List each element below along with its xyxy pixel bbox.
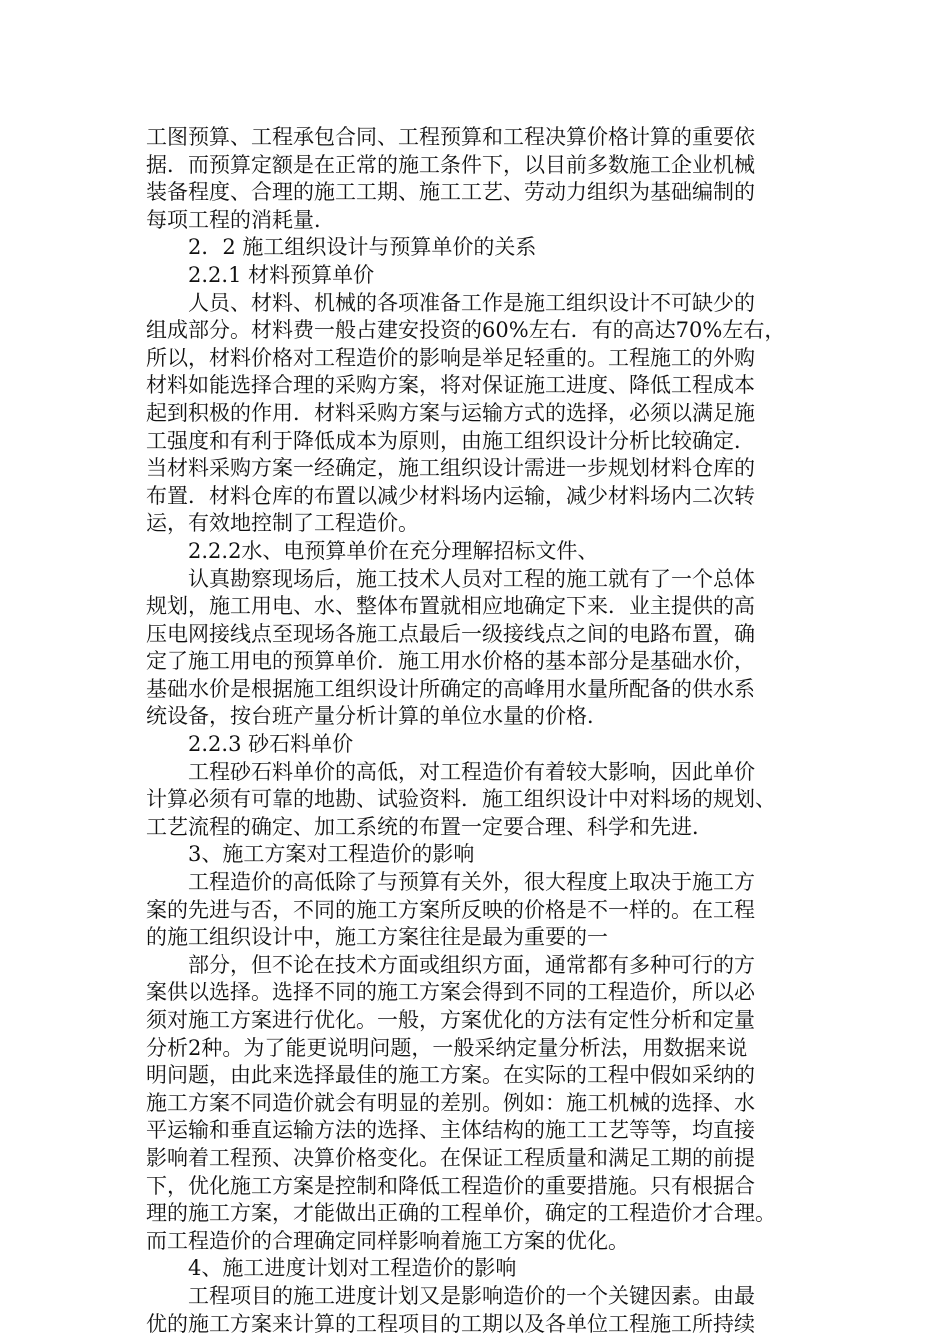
text-line: 认真勘察现场后，施工技术人员对工程的施工就有了一个总体: [188, 566, 755, 591]
text-line: 组成部分。材料费一般占建安投资的60%左右．有的高达70%左右，: [146, 318, 786, 343]
text-line: 计算必须有可靠的地勘、试验资料．施工组织设计中对料场的规划、: [146, 787, 776, 812]
text-line: 工强度和有利于降低成本为原则，由施工组织设计分析比较确定．: [146, 428, 755, 453]
text-line: 装备程度、合理的施工工期、施工工艺、劳动力组织为基础编制的: [146, 180, 755, 205]
body-text: [146, 124, 826, 1338]
text-line: 的施工组织设计中，施工方案往往是最为重要的一: [146, 925, 608, 950]
text-line: 分析2种。为了能更说明问题，一般采纳定量分析法，用数据来说: [146, 1035, 748, 1060]
text-line: 工艺流程的确定、加工系统的布置一定要合理、科学和先进．: [146, 814, 713, 839]
text-line: 工图预算、工程承包合同、工程预算和工程决算价格计算的重要依: [146, 125, 755, 149]
text-line: 2．2 施工组织设计与预算单价的关系: [188, 235, 537, 260]
text-line: 定了施工用电的预算单价．施工用水价格的基本部分是基础水价，: [146, 649, 755, 674]
text-line: 工程砂石料单价的高低，对工程造价有着较大影响，因此单价: [188, 759, 755, 784]
text-line: 所以，材料价格对工程造价的影响是举足轻重的。工程施工的外购: [146, 345, 755, 370]
text-line: 人员、材料、机械的各项准备工作是施工组织设计不可缺少的: [188, 290, 755, 315]
text-line: 工程项目的施工进度计划又是影响造价的一个关键因素。由最: [188, 1283, 755, 1308]
text-line: 规划，施工用电、水、整体布置就相应地确定下来．业主提供的高: [146, 594, 755, 619]
text-line: 工程造价的高低除了与预算有关外，很大程度上取决于施工方: [188, 870, 755, 895]
text-line: 运，有效地控制了工程造价。: [146, 511, 419, 536]
text-line: 起到积极的作用．材料采购方案与运输方式的选择，必须以满足施: [146, 400, 755, 425]
text-line: 案的先进与否，不同的施工方案所反映的价格是不一样的。在工程: [146, 897, 755, 922]
text-line: 每项工程的消耗量．: [146, 207, 335, 232]
text-line: 须对施工方案进行优化。一般，方案优化的方法有定性分析和定量: [146, 1008, 755, 1032]
text-line: 2.2.1 材料预算单价: [188, 262, 375, 287]
text-line: 当材料采购方案一经确定，施工组织设计需进一步规划材料仓库的: [146, 456, 755, 481]
text-line: 部分，但不论在技术方面或组织方面，通常都有多种可行的方: [188, 952, 755, 977]
text-line: 统设备，按台班产量分析计算的单位水量的价格．: [146, 704, 608, 729]
text-line: 4、施工进度计划对工程造价的影响: [188, 1256, 517, 1281]
text-line: 2.2.3 砂石料单价: [188, 732, 354, 757]
text-line: 据．而预算定额是在正常的施工条件下，以目前多数施工企业机械: [146, 152, 755, 177]
text-line: 优的施工方案来计算的工程项目的工期以及各单位工程施工所持续: [146, 1311, 755, 1336]
text-line: 材料如能选择合理的采购方案，将对保证施工进度、降低工程成本: [146, 373, 755, 398]
text-line: 2.2.2水、电预算单价在充分理解招标文件、: [188, 538, 599, 563]
text-line: 平运输和垂直运输方法的选择、主体结构的施工工艺等等，均直接: [146, 1118, 755, 1143]
text-line: 3、施工方案对工程造价的影响: [188, 842, 475, 867]
text-line: 布置．材料仓库的布置以减少材料场内运输，减少材料场内二次转: [146, 483, 755, 508]
text-line: 而工程造价的合理确定同样影响着施工方案的优化。: [146, 1228, 629, 1253]
text-line: 明问题，由此来选择最佳的施工方案。在实际的工程中假如采纳的: [146, 1063, 755, 1088]
text-line: 施工方案不同造价就会有明显的差别。例如：施工机械的选择、水: [146, 1090, 755, 1115]
text-line: 案供以选择。选择不同的施工方案会得到不同的工程造价，所以必: [146, 980, 755, 1005]
text-line: 压电网接线点至现场各施工点最后一级接线点之间的电路布置，确: [146, 621, 755, 646]
text-line: 基础水价是根据施工组织设计所确定的高峰用水量所配备的供水系: [146, 676, 755, 701]
text-line: 理的施工方案，才能做出正确的工程单价，确定的工程造价才合理。: [146, 1201, 776, 1226]
text-line: 影响着工程预、决算价格变化。在保证工程质量和满足工期的前提: [146, 1145, 755, 1170]
text-line: 下，优化施工方案是控制和降低工程造价的重要措施。只有根据合: [146, 1173, 755, 1198]
